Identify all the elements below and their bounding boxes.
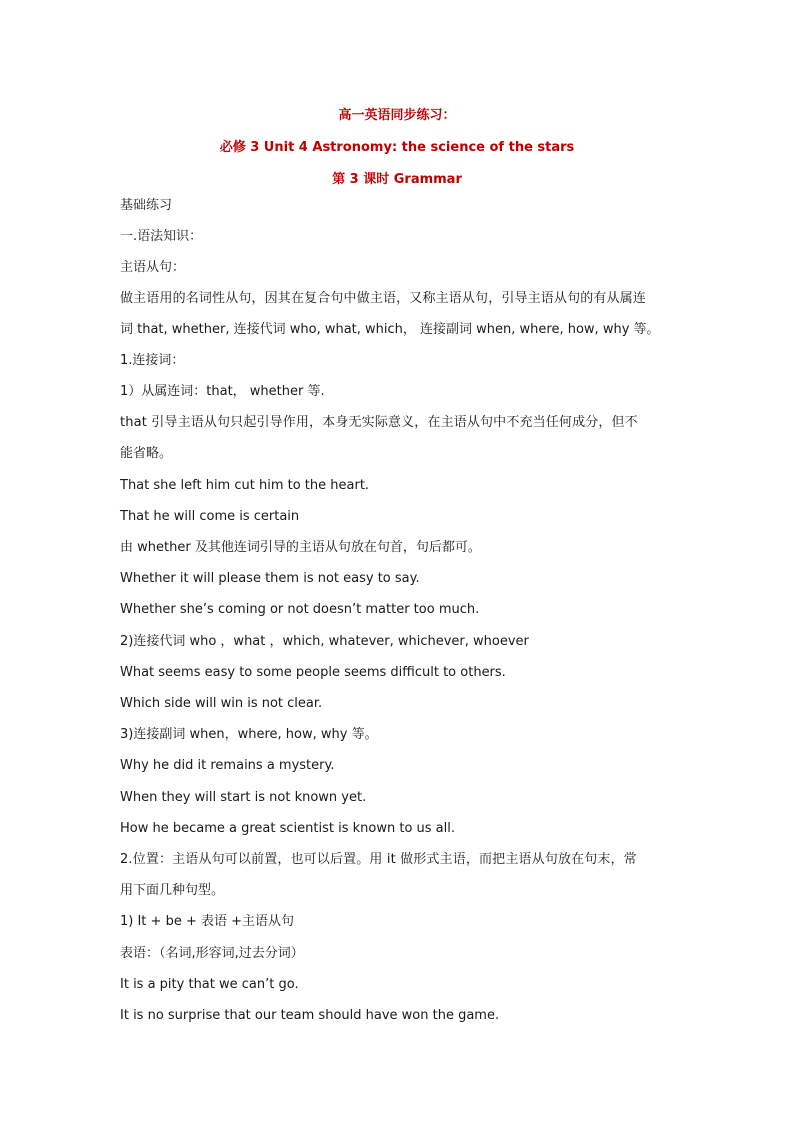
paragraph-line: 词 that, whether, 连接代词 who, what, which， 连接副词 when, where, how, why 等。 [120, 322, 660, 337]
subsection-heading: 一.语法知识： [120, 229, 203, 244]
paragraph-line: 2.位置：主语从句可以前置，也可以后置。用 it 做形式主语，而把主语从句放在句末，常 [120, 852, 637, 867]
example-sentence: Whether she’s coming or not doesn’t matter too much. [120, 602, 480, 617]
paragraph-line: 表语：（名词,形容词,过去分词） [120, 946, 304, 961]
example-sentence: It is a pity that we can’t go. [120, 977, 299, 992]
list-item: 1) It + be + 表语 +主语从句 [120, 914, 294, 929]
example-sentence: It is no surprise that our team should have won the game. [120, 1008, 500, 1023]
section-heading: 基础练习 [120, 198, 173, 213]
paragraph-line: that 引导主语从句只起引导作用，本身无实际意义，在主语从句中不充当任何成分，但不 [120, 415, 638, 430]
list-item: 1）从属连词：that， whether 等. [120, 384, 325, 399]
list-item: 3)连接副词 when，where, how, why 等。 [120, 727, 378, 742]
list-item: 2)连接代词 who ，what ，which, whatever, whichever, whoever [120, 634, 529, 649]
doc-subtitle: 必修 3 Unit 4 Astronomy: the science of the stars [219, 140, 575, 155]
topic-heading: 主语从句： [120, 260, 186, 275]
doc-title: 高一英语同步练习： [338, 108, 456, 123]
example-sentence: When they will start is not known yet. [120, 790, 367, 805]
paragraph-line: 用下面几种句型。 [120, 883, 225, 898]
example-sentence: That she left him cut him to the heart. [120, 478, 370, 493]
example-sentence: What seems easy to some people seems difficult to others. [120, 665, 506, 680]
list-heading: 1.连接词： [120, 353, 185, 368]
example-sentence: Why he did it remains a mystery. [120, 758, 335, 773]
example-sentence: Whether it will please them is not easy to say. [120, 571, 420, 586]
lesson-title: 第 3 课时 Grammar [332, 172, 462, 187]
paragraph-line: 由 whether 及其他连词引导的主语从句放在句首，句后都可。 [120, 540, 481, 555]
paragraph-line: 做主语用的名词性从句，因其在复合句中做主语，又称主语从句，引导主语从句的有从属连 [120, 291, 647, 306]
example-sentence: How he became a great scientist is known to us all. [120, 821, 455, 836]
paragraph-line: 能省略。 [120, 446, 173, 461]
example-sentence: Which side will win is not clear. [120, 696, 323, 711]
example-sentence: That he will come is certain [120, 509, 300, 524]
